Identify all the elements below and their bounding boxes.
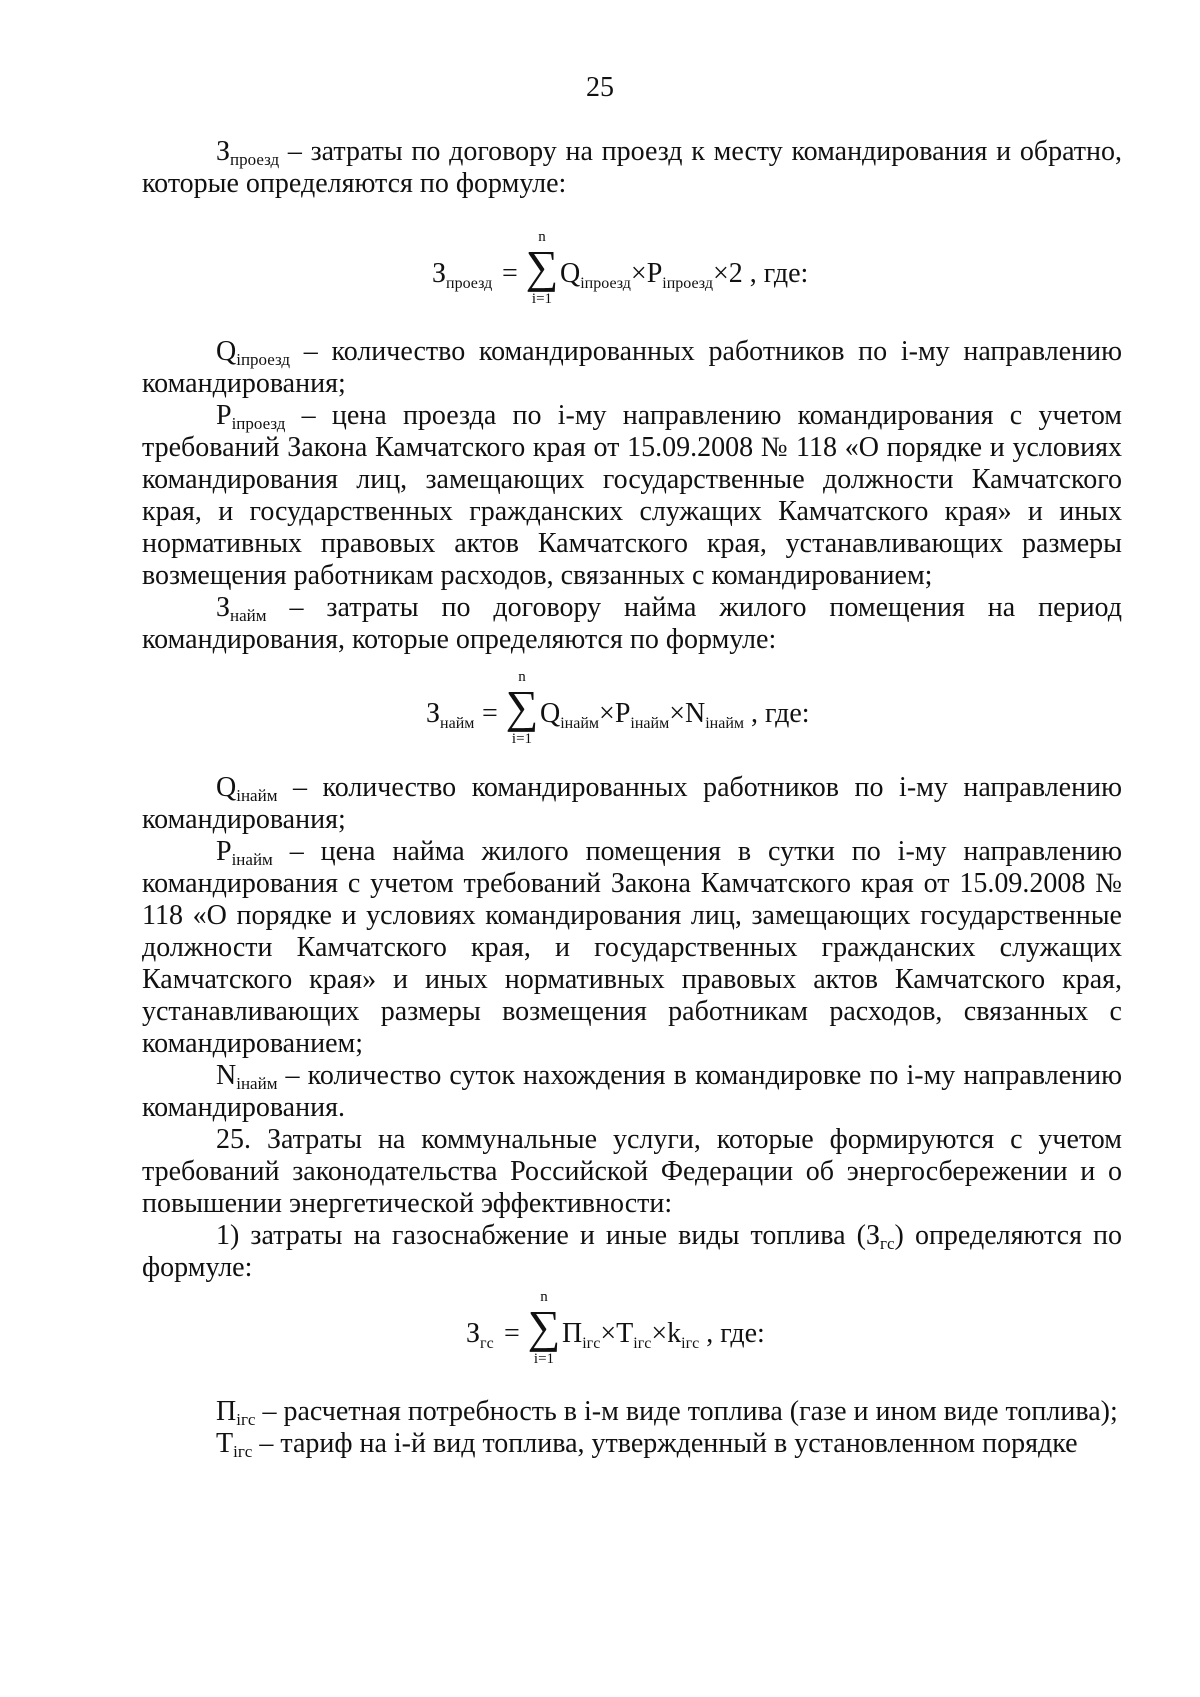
formula-body: $Q_{iнайм}\times P_{iнайм}\times N_{iнайм}$ , где: <box>540 698 810 732</box>
formula-equals: = <box>504 1318 520 1349</box>
definition-t-gs: $Т_{iгс}$ – тариф на i-й вид топлива, утвержденный в установленном порядке <box>216 1428 1078 1461</box>
summation-sign: n ∑ i=1 <box>527 1289 561 1367</box>
formula-body: $Q_{iпроезд}\times P_{iпроезд}\times 2$ , где: <box>560 258 809 292</box>
var-subscript: проезд <box>230 150 280 169</box>
definition-q-proezd: $Q_{iпроезд}$ – количество командированных работников по i-му направлению командирования; <box>142 336 1122 399</box>
summation-sign: n ∑ i=1 <box>525 229 559 307</box>
item-1: 1) затраты на газоснабжение и иные виды топлива $(З_{гс})$ определяются по формуле: <box>142 1220 1123 1283</box>
definitions-gs <box>142 1396 1122 1460</box>
page-number: 25 <box>586 72 614 103</box>
formula-body: $П_{iгс}\times Т_{iгс}\times k_{iгс}$ , где: <box>562 1318 765 1352</box>
var-symbol: З <box>216 136 231 167</box>
definitions-naim <box>142 772 1122 1284</box>
formula-naim <box>426 668 826 758</box>
formula-lhs: $З_{проезд}$ <box>432 258 493 292</box>
definition-p-naim: $P_{iнайм}$ – цена найма жилого помещения в сутки по i-му направлению командирования с учетом требований Закона Камчатского края от 15.09.2008 № 118 «О порядке и условиях командирования лиц, замещающих государственные должности Камчатского края, и государственных гражданских служащих Камчатского края» и иных нормативных правовых актов Камчатского края, устанавливающих размеры возмещения работникам расходов, связанных с командированием; <box>142 836 1122 1059</box>
formula-gs <box>466 1288 806 1378</box>
formula-proezd <box>432 228 812 318</box>
definition-p-proezd: $P_{iпроезд}$ – цена проезда по i-му направлению командирования с учетом требований Закона Камчатского края от 15.09.2008 № 118 «О порядке и условиях командирования лиц, замещающих государственные должности Камчатского края, и государственных гражданских служащих Камчатского края» и иных нормативных правовых актов Камчатского края, устанавливающих размеры возмещения работникам расходов, связанных с командированием; <box>142 400 1122 591</box>
summation-sign: n ∑ i=1 <box>505 669 539 747</box>
definition-n-naim: $N_{iнайм}$ – количество суток нахождения в командировке по i-му направлению командирования. <box>142 1060 1122 1123</box>
formula-lhs: $З_{найм}$ <box>426 698 475 732</box>
formula-lhs: $З_{гс}$ <box>466 1318 494 1352</box>
definitions-proezd <box>142 336 1122 656</box>
formula-equals: = <box>502 258 518 289</box>
item-25: 25. Затраты на коммунальные услуги, которые формируются с учетом требований законодательства Российской Федерации об энергосбережении и о повышении энергетической эффективности: <box>142 1124 1122 1219</box>
paragraph-text: – затраты по договору на проезд к месту командирования и обратно, которые определяются по формуле: <box>142 136 1122 199</box>
definition-q-naim: $Q_{iнайм}$ – количество командированных работников по i-му направлению командирования; <box>142 772 1122 835</box>
paragraph-proezd-intro <box>142 136 1122 200</box>
definition-p-gs: $П_{iгс}$ – расчетная потребность в i-м виде топлива (газе и ином виде топлива); <box>216 1396 1118 1429</box>
paragraph-naim-intro: $З_{найм}$ – затраты по договору найма жилого помещения на период командирования, которые определяются по формуле: <box>142 592 1122 655</box>
formula-equals: = <box>482 698 498 729</box>
